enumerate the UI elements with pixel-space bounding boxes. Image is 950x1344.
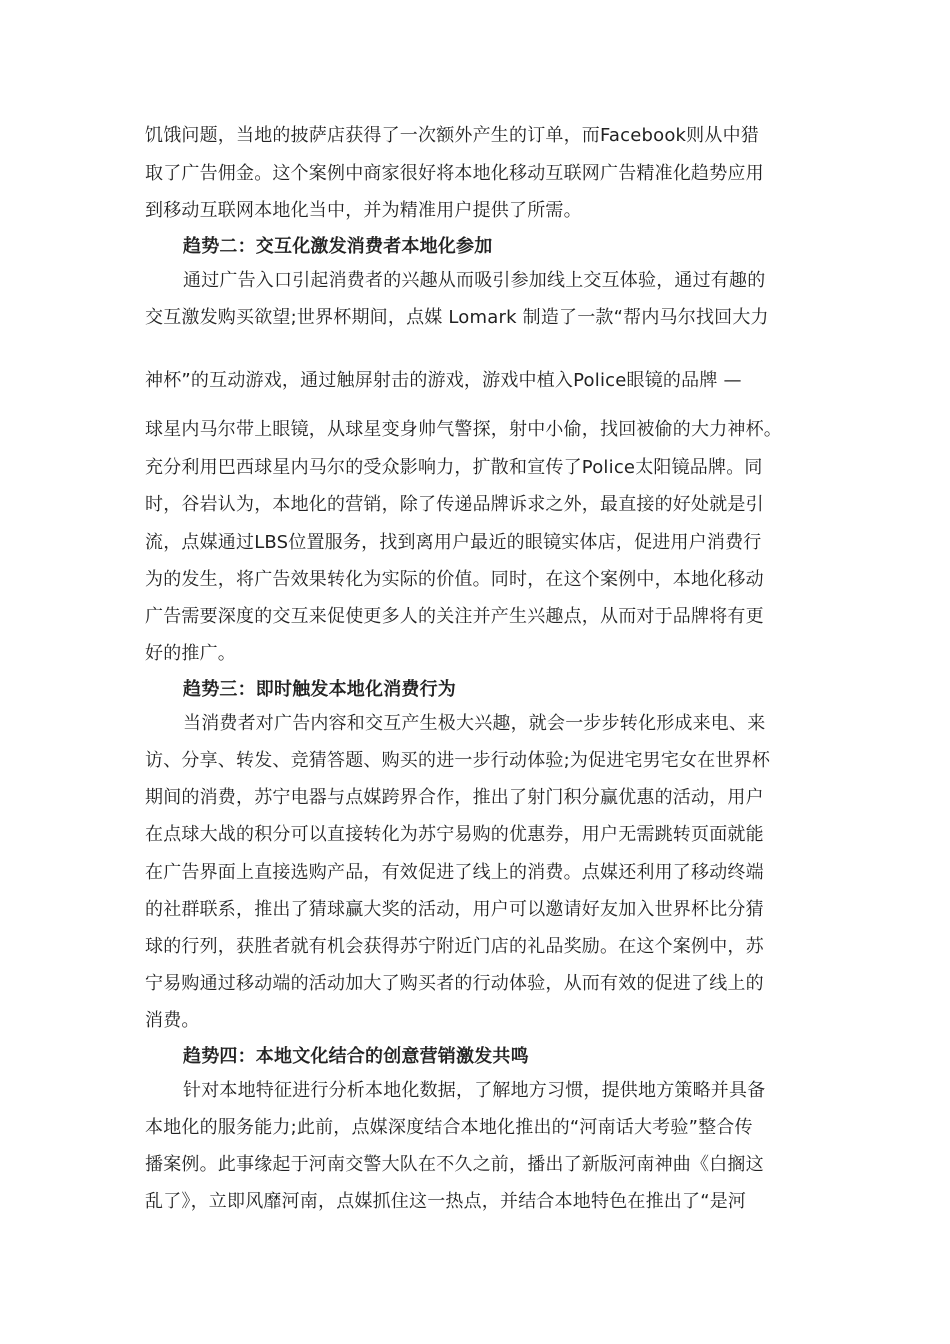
body-text-line: 期间的消费，苏宁电器与点媒跨界合作，推出了射门积分赢优惠的活动，用户 xyxy=(145,787,764,808)
body-text-line: 在点球大战的积分可以直接转化为苏宁易购的优惠券，用户无需跳转页面就能 xyxy=(145,824,764,845)
body-text-line: 宁易购通过移动端的活动加大了购买者的行动体验，从而有效的促进了线上的 xyxy=(145,973,764,994)
body-text-line: 针对本地特征进行分析本地化数据，了解地方习惯，提供地方策略并具备 xyxy=(183,1080,766,1101)
body-text-line: 消费。 xyxy=(145,1010,200,1031)
body-text-line: 通过广告入口引起消费者的兴趣从而吸引参加线上交互体验，通过有趣的 xyxy=(183,270,766,291)
body-text-line: 交互激发购买欲望;世界杯期间，点媒 Lomark 制造了一款“帮内马尔找回大力 xyxy=(145,307,769,328)
body-text-line: 到移动互联网本地化当中，并为精准用户提供了所需。 xyxy=(145,200,582,221)
body-text-line: 流，点媒通过LBS位置服务，找到离用户最近的眼镜实体店，促进用户消费行 xyxy=(145,532,762,553)
body-text-line: 取了广告佣金。这个案例中商家很好将本地化移动互联网广告精准化趋势应用 xyxy=(145,163,764,184)
section-heading-trend-4: 趋势四：本地文化结合的创意营销激发共鸣 xyxy=(183,1046,529,1067)
body-text-line: 时，谷岩认为，本地化的营销，除了传递品牌诉求之外，最直接的好处就是引 xyxy=(145,494,764,515)
body-text-line: 球的行列，获胜者就有机会获得苏宁附近门店的礼品奖励。在这个案例中，苏 xyxy=(145,936,764,957)
body-text-line: 访、分享、转发、竞猜答题、购买的进一步行动体验;为促进宅男宅女在世界杯 xyxy=(145,750,771,771)
body-text-line: 当消费者对广告内容和交互产生极大兴趣，就会一步步转化形成来电、来 xyxy=(183,713,766,734)
section-heading-trend-2: 趋势二：交互化激发消费者本地化参加 xyxy=(183,236,493,257)
body-text-line: 本地化的服务能力;此前，点媒深度结合本地化推出的“河南话大考验”整合传 xyxy=(145,1117,753,1138)
body-text-line: 球星内马尔带上眼镜，从球星变身帅气警探，射中小偷，找回被偷的大力神杯。 xyxy=(145,419,782,440)
body-text-line: 好的推广。 xyxy=(145,643,236,664)
body-text-line: 为的发生，将广告效果转化为实际的价值。同时，在这个案例中，本地化移动 xyxy=(145,569,764,590)
body-text-line: 神杯”的互动游戏，通过触屏射击的游戏，游戏中植入Police眼镜的品牌 — xyxy=(145,370,742,391)
section-heading-trend-3: 趋势三：即时触发本地化消费行为 xyxy=(183,679,456,700)
body-text-line: 播案例。此事缘起于河南交警大队在不久之前，播出了新版河南神曲《白搁这 xyxy=(145,1154,764,1175)
body-text-line: 广告需要深度的交互来促使更多人的关注并产生兴趣点，从而对于品牌将有更 xyxy=(145,606,764,627)
body-text-line: 饥饿问题，当地的披萨店获得了一次额外产生的订单，而Facebook则从中猎 xyxy=(145,125,759,146)
body-text-line: 在广告界面上直接选购产品，有效促进了线上的消费。点媒还利用了移动终端 xyxy=(145,862,764,883)
body-text-line: 充分利用巴西球星内马尔的受众影响力，扩散和宣传了Police太阳镜品牌。同 xyxy=(145,457,763,478)
body-text-line: 的社群联系，推出了猜球赢大奖的活动，用户可以邀请好友加入世界杯比分猜 xyxy=(145,899,764,920)
body-text-line: 乱了》，立即风靡河南，点媒抓住这一热点，并结合本地特色在推出了“是河 xyxy=(145,1191,747,1212)
